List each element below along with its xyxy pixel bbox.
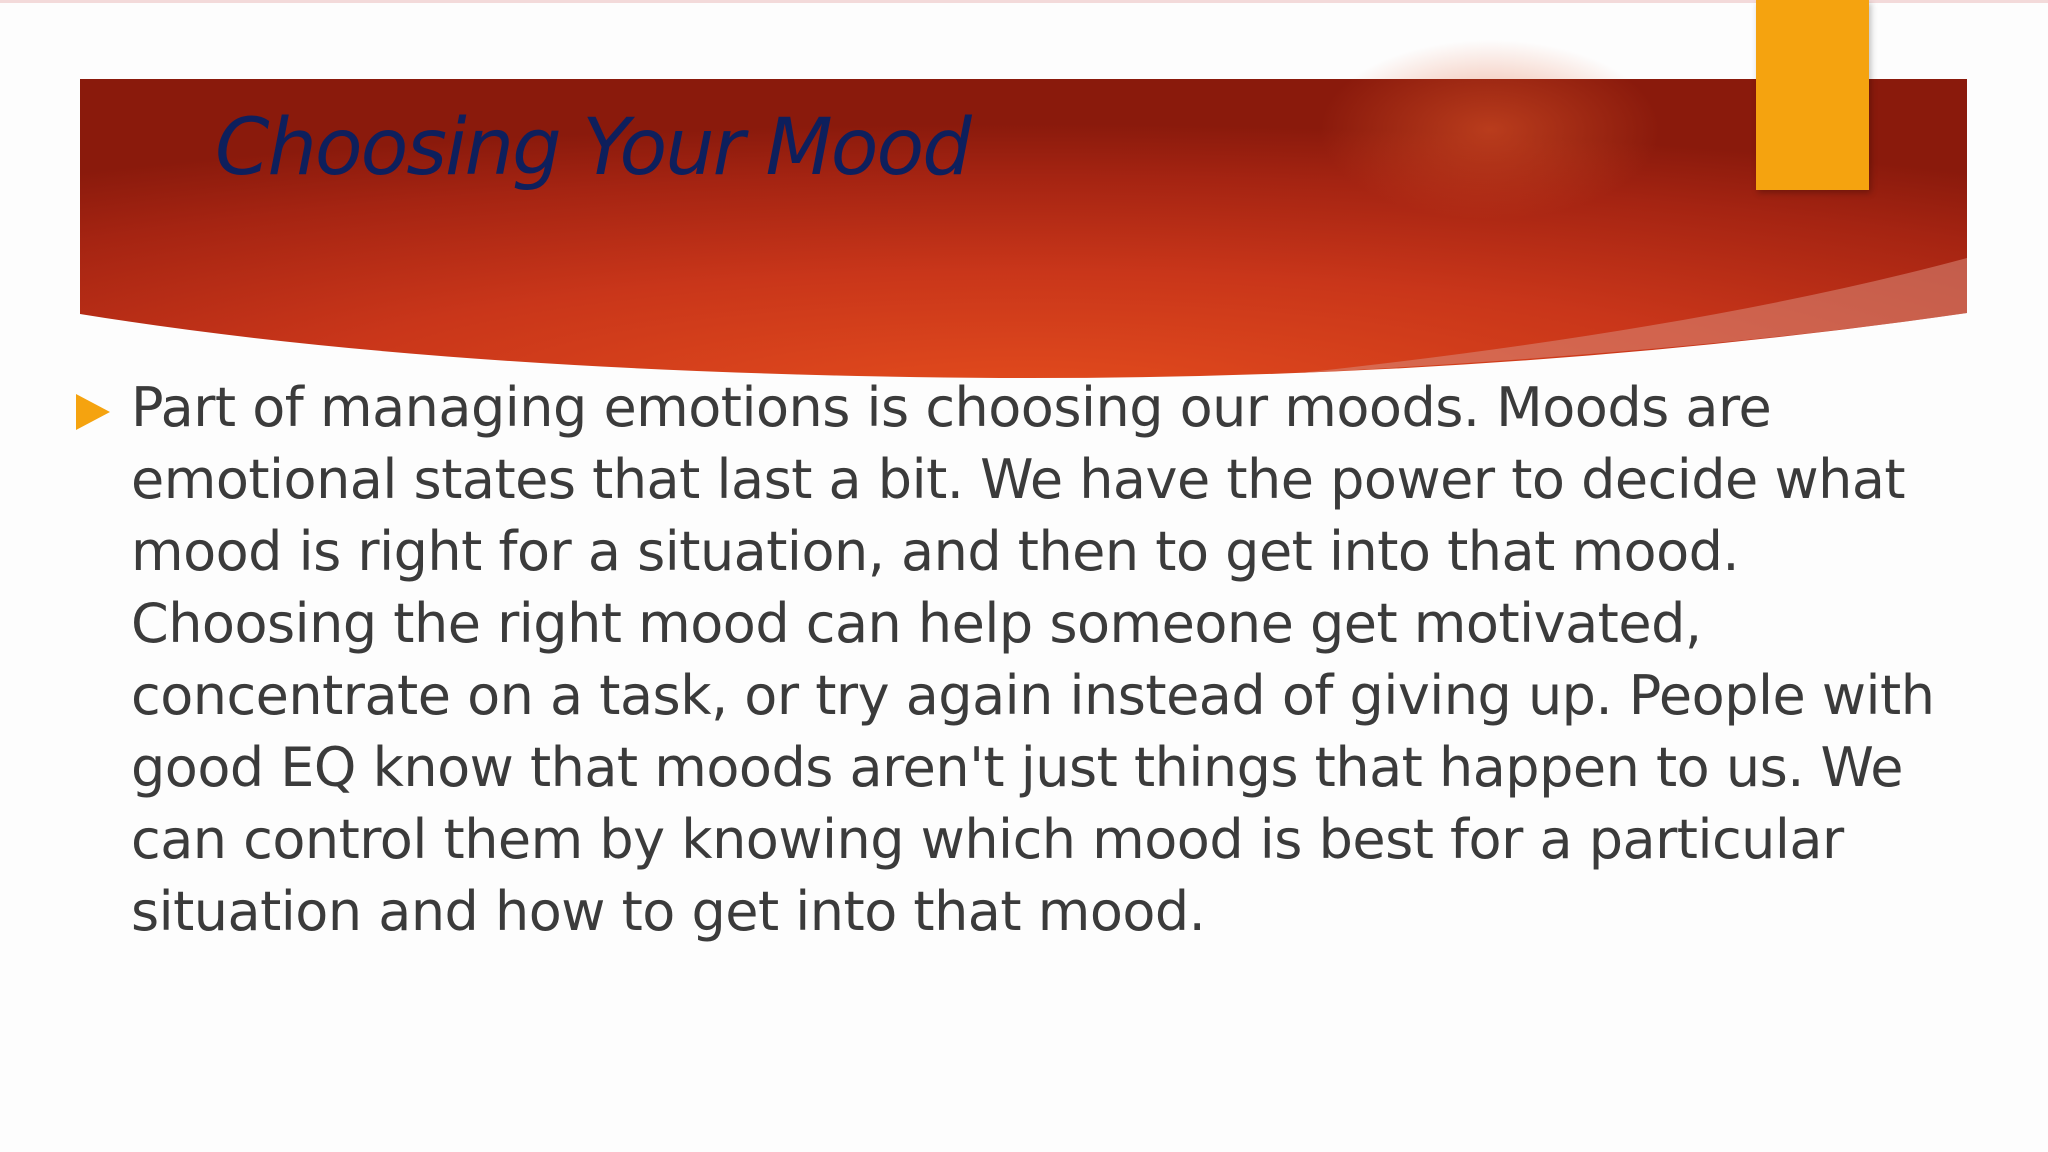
body-line: Part of managing emotions is choosing our moods. Moods are [131,376,1772,439]
body-line: situation and how to get into that mood. [131,880,1206,943]
slide-title: Choosing Your Mood [215,103,970,193]
body-line: Choosing the right mood can help someone get motivated, [131,592,1702,655]
body-line: can control them by knowing which mood is best for a particular [131,808,1844,871]
triangle-bullet-icon [76,394,110,430]
body-line: concentrate on a task, or try again instead of giving up. People with [131,664,1935,727]
bullet-text [131,372,1951,948]
body-line: good EQ know that moods aren't just things that happen to us. We [131,736,1903,799]
body-line: mood is right for a situation, and then to get into that mood. [131,520,1740,583]
body-line: emotional states that last a bit. We have the power to decide what [131,448,1906,511]
